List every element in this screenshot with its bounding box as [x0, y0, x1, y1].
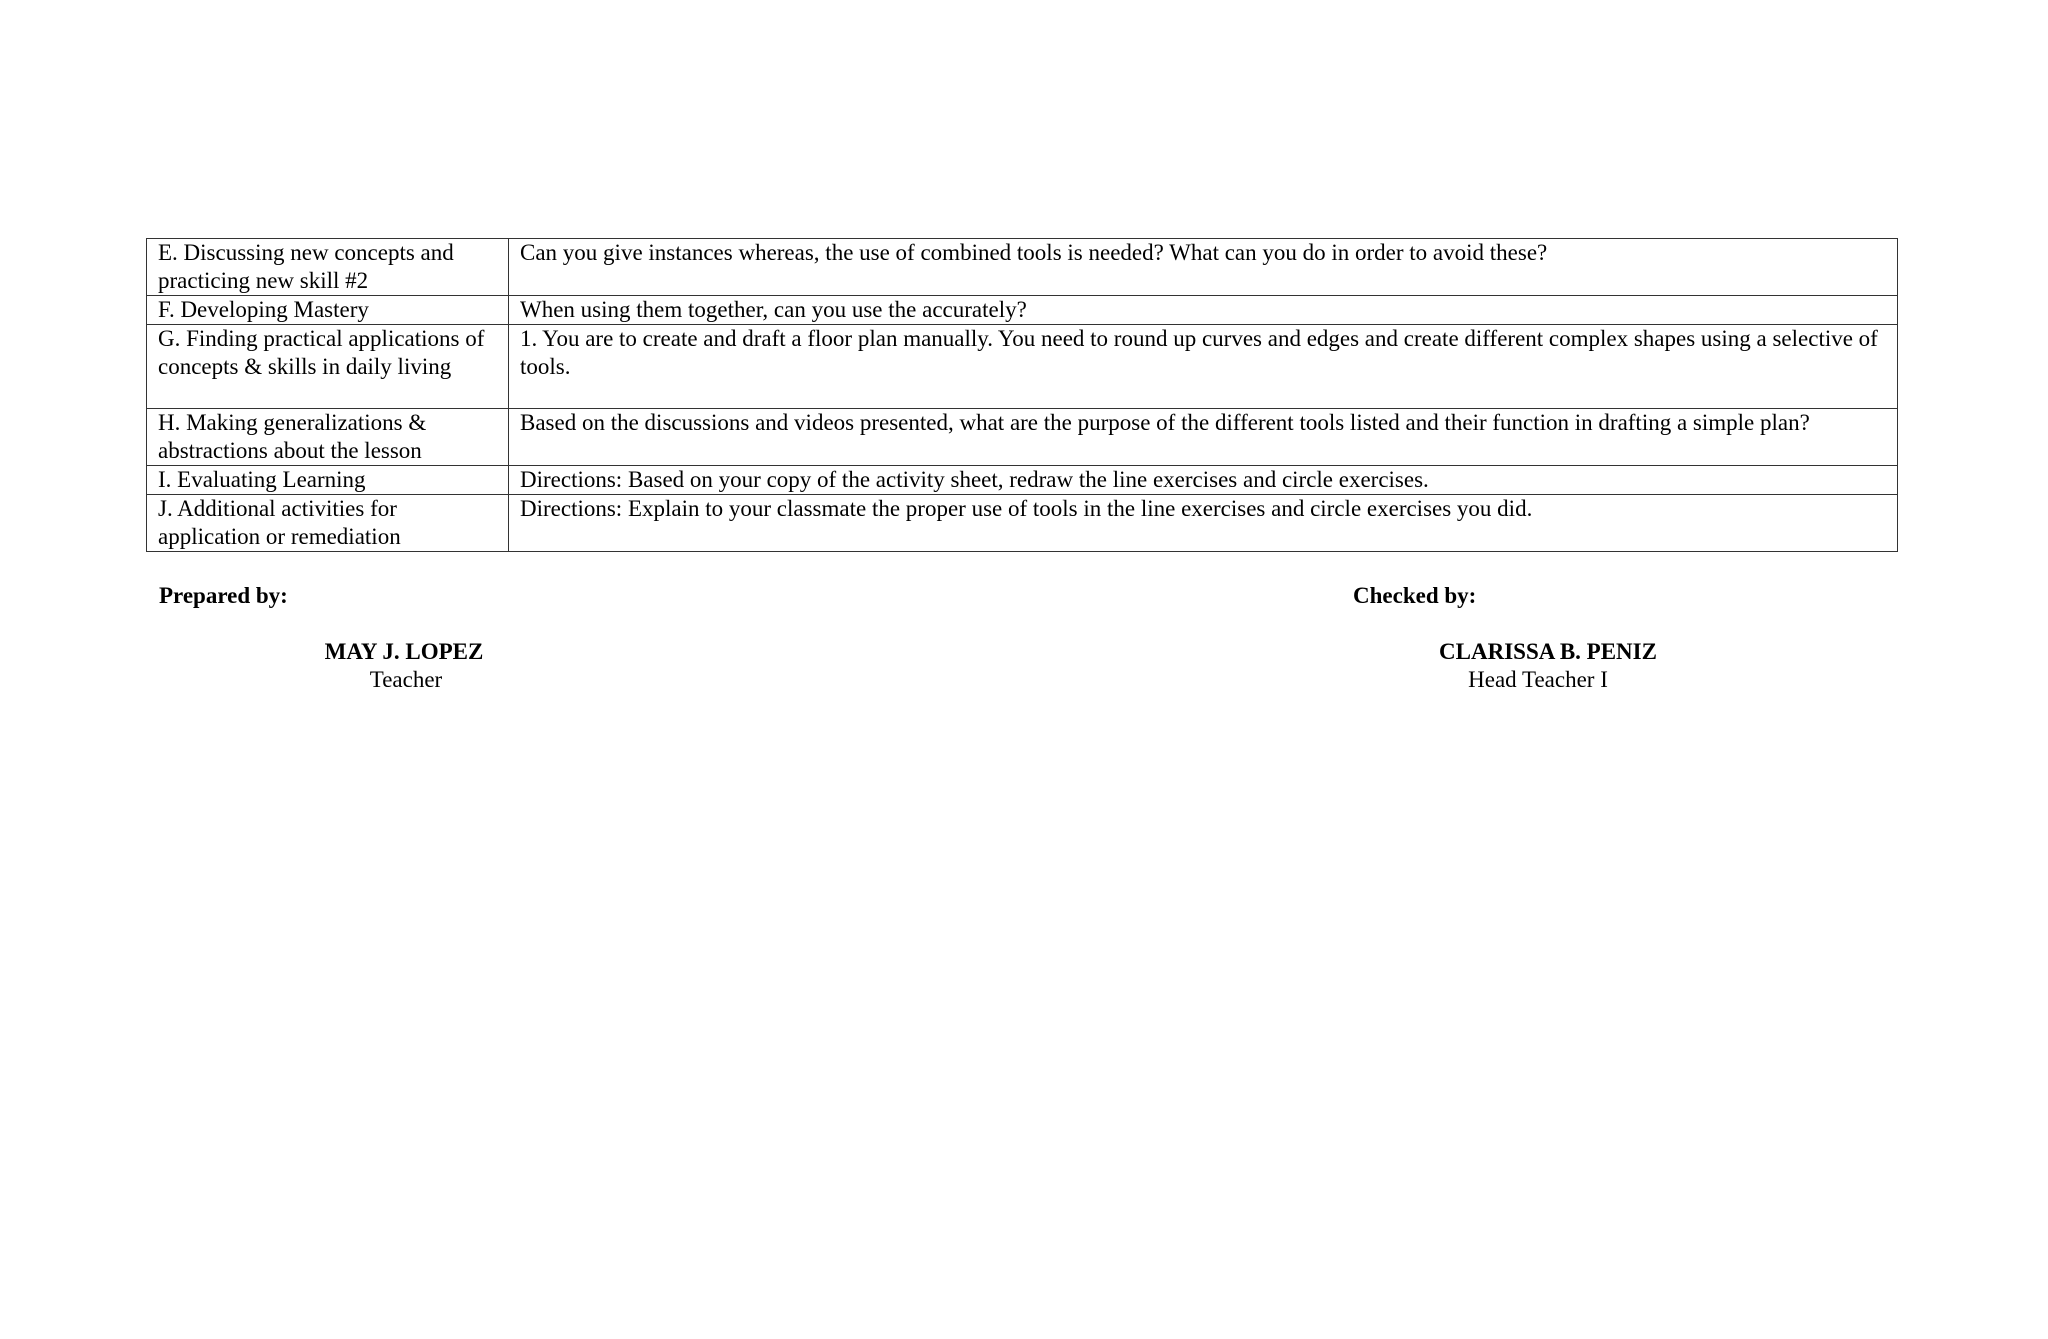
row-label: I. Evaluating Learning	[147, 466, 509, 495]
prepared-by-role: Teacher	[369, 667, 443, 692]
checked-by-name: CLARISSA B. PENIZ	[1439, 639, 1657, 664]
row-content: Directions: Based on your copy of the activity sheet, redraw the line exercises and circle exercises.	[509, 466, 1898, 495]
prepared-by-name: MAY J. LOPEZ	[324, 639, 484, 664]
prepared-by-heading: Prepared by:	[159, 583, 288, 608]
table-row	[147, 409, 1898, 466]
table-row	[147, 466, 1898, 495]
row-content: 1. You are to create and draft a floor plan manually. You need to round up curves and edges and create different complex shapes using a selective of tools.	[509, 325, 1898, 409]
lesson-plan-table	[146, 238, 1898, 552]
row-content: Based on the discussions and videos presented, what are the purpose of the different tools listed and their function in drafting a simple plan?	[509, 409, 1898, 466]
row-label: G. Finding practical applications of concepts & skills in daily living	[147, 325, 509, 409]
row-label: F. Developing Mastery	[147, 296, 509, 325]
checked-by-heading: Checked by:	[1353, 583, 1477, 608]
table-row	[147, 325, 1898, 409]
row-label: J. Additional activities for application or remediation	[147, 495, 509, 552]
checked-by-role: Head Teacher I	[1468, 667, 1608, 692]
row-content: Directions: Explain to your classmate the proper use of tools in the line exercises and circle exercises you did.	[509, 495, 1898, 552]
row-content: Can you give instances whereas, the use of combined tools is needed? What can you do in order to avoid these?	[509, 239, 1898, 296]
row-label: E. Discussing new concepts and practicing new skill #2	[147, 239, 509, 296]
table-row	[147, 495, 1898, 552]
row-content: When using them together, can you use the accurately?	[509, 296, 1898, 325]
row-label: H. Making generalizations & abstractions about the lesson	[147, 409, 509, 466]
table-row	[147, 239, 1898, 296]
table-row	[147, 296, 1898, 325]
